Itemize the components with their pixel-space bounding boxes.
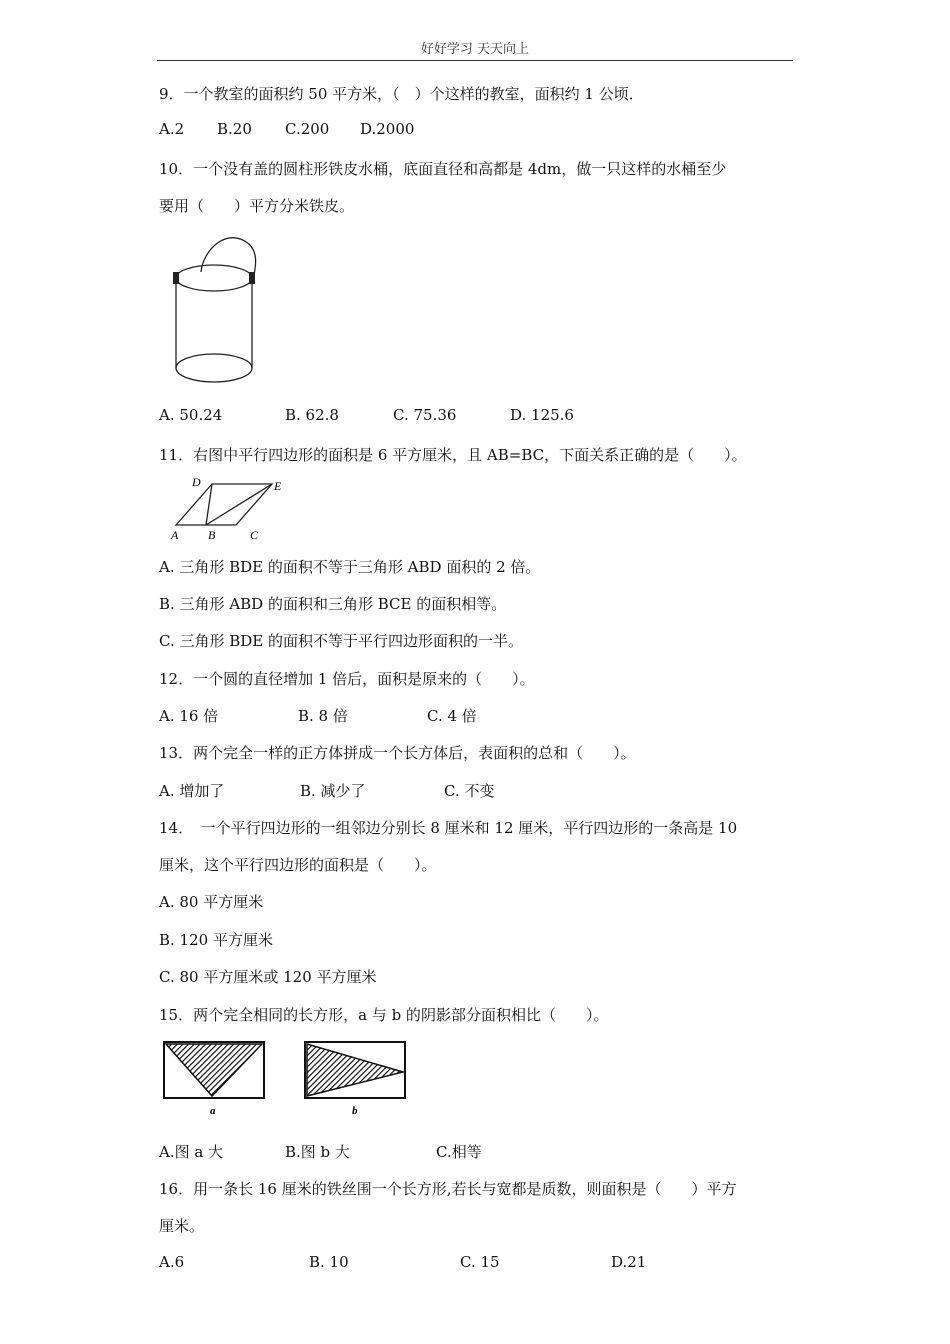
parallelogram-figure <box>162 470 290 544</box>
q9-option-a[interactable]: A.2 <box>159 120 185 138</box>
q13-option-b[interactable]: B. 减少了 <box>300 782 366 800</box>
question-12-stem: 12．一个圆的直径增加 1 倍后，面积是原来的（ ）。 <box>159 670 535 688</box>
q11-option-a[interactable]: A. 三角形 BDE 的面积不等于三角形 ABD 面积的 2 倍。 <box>159 558 541 576</box>
q14-option-b[interactable]: B. 120 平方厘米 <box>159 931 273 949</box>
question-16-stem-line2: 厘米。 <box>159 1217 205 1235</box>
question-13-stem: 13．两个完全一样的正方体拼成一个长方体后，表面积的总和（ ）。 <box>159 744 636 762</box>
q11-option-b[interactable]: B. 三角形 ABD 的面积和三角形 BCE 的面积相等。 <box>159 595 507 613</box>
label-a: A <box>171 528 179 542</box>
q15-option-a[interactable]: A.图 a 大 <box>159 1143 224 1161</box>
q12-option-a[interactable]: A. 16 倍 <box>159 707 219 725</box>
shaded-triangle-b <box>307 1044 403 1096</box>
label-d: D <box>192 475 201 489</box>
q12-option-b[interactable]: B. 8 倍 <box>298 707 348 725</box>
label-c: C <box>250 528 259 542</box>
label-b: b <box>352 1105 358 1117</box>
q16-option-b[interactable]: B. 10 <box>309 1253 349 1271</box>
q15-option-b[interactable]: B.图 b 大 <box>285 1143 350 1161</box>
q16-option-d[interactable]: D.21 <box>611 1253 647 1271</box>
q10-option-c[interactable]: C. 75.36 <box>393 406 457 424</box>
question-10-stem-line2: 要用（ ）平方分米铁皮。 <box>159 197 355 215</box>
page-header: 好好学习 天天向上 <box>420 42 530 57</box>
label-b: B <box>208 528 216 542</box>
question-15-stem: 15．两个完全相同的长方形，a 与 b 的阴影部分面积相比（ ）。 <box>159 1006 609 1024</box>
bucket-right-lug <box>249 272 255 284</box>
bucket-left-lug <box>173 272 179 284</box>
q9-option-c[interactable]: C.200 <box>285 120 330 138</box>
question-14-stem-line1: 14． 一个平行四边形的一组邻边分别长 8 厘米和 12 厘米，平行四边形的一条高是 10 <box>159 819 738 837</box>
q13-option-c[interactable]: C. 不变 <box>444 782 495 800</box>
shaded-triangle-a <box>166 1044 262 1096</box>
segment-be <box>206 484 272 525</box>
question-14-stem-line2: 厘米，这个平行四边形的面积是（ ）。 <box>159 856 437 874</box>
bucket-handle <box>201 238 256 280</box>
question-11-stem: 11．右图中平行四边形的面积是 6 平方厘米，且 AB=BC，下面关系正确的是（ ）。 <box>159 446 747 464</box>
q14-option-a[interactable]: A. 80 平方厘米 <box>159 893 264 911</box>
q9-option-b[interactable]: B.20 <box>217 120 252 138</box>
q14-option-c[interactable]: C. 80 平方厘米或 120 平方厘米 <box>159 968 377 986</box>
parallelogram-acde <box>176 484 272 525</box>
header-rule <box>157 60 793 61</box>
q10-option-d[interactable]: D. 125.6 <box>510 406 574 424</box>
q16-option-a[interactable]: A.6 <box>159 1253 185 1271</box>
bucket-top-rim <box>176 265 252 291</box>
shaded-rectangles-figure <box>160 1038 410 1120</box>
bucket-figure <box>165 232 265 388</box>
question-10-stem-line1: 10．一个没有盖的圆柱形铁皮水桶，底面直径和高都是 4dm，做一只这样的水桶至少 <box>159 160 727 178</box>
bucket-bottom <box>176 354 252 382</box>
question-9-stem: 9．一个教室的面积约 50 平方米，（ ）个这样的教室，面积约 1 公顷． <box>159 85 644 103</box>
q9-option-d[interactable]: D.2000 <box>360 120 415 138</box>
q12-option-c[interactable]: C. 4 倍 <box>427 707 477 725</box>
q11-option-c[interactable]: C. 三角形 BDE 的面积不等于平行四边形面积的一半。 <box>159 632 524 650</box>
label-a: a <box>210 1105 216 1117</box>
q10-option-a[interactable]: A. 50.24 <box>159 406 223 424</box>
q16-option-c[interactable]: C. 15 <box>460 1253 500 1271</box>
question-16-stem-line1: 16．用一条长 16 厘米的铁丝围一个长方形,若长与宽都是质数，则面积是（ ）平方 <box>159 1180 737 1198</box>
label-e: E <box>274 479 282 493</box>
q10-option-b[interactable]: B. 62.8 <box>285 406 339 424</box>
q13-option-a[interactable]: A. 增加了 <box>159 782 225 800</box>
q15-option-c[interactable]: C.相等 <box>436 1143 482 1161</box>
